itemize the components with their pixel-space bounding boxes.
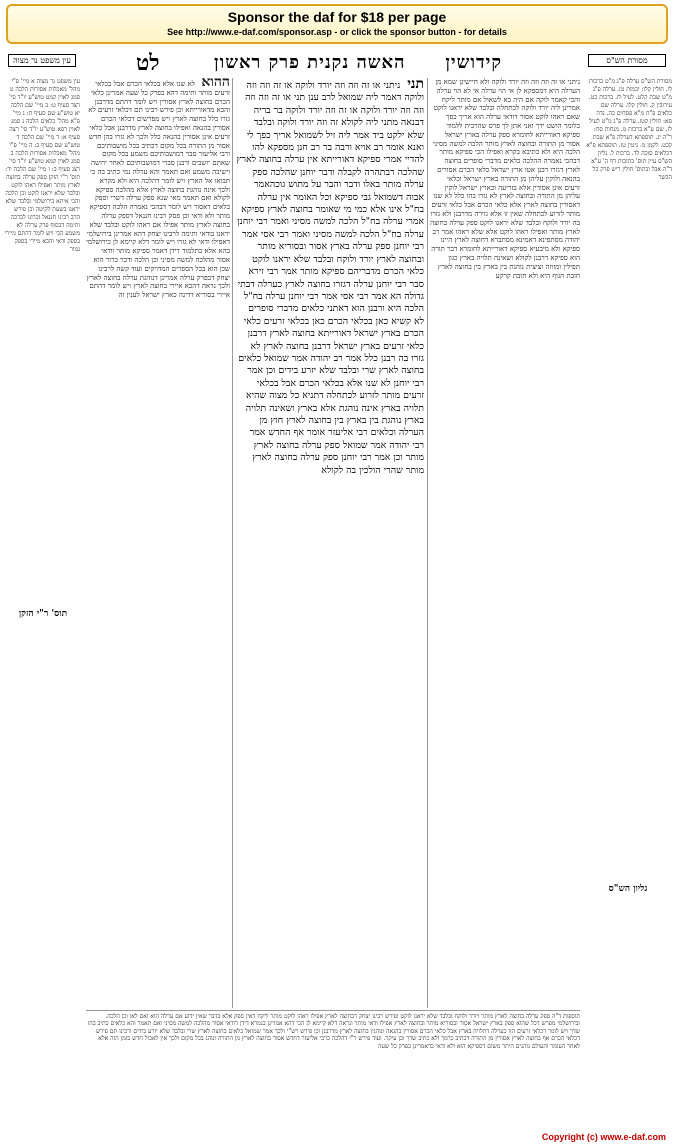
tosafot-commentary [86,78,230,1008]
rashi-commentary: ניתני או זה וזה וזה וזה יורד ולוקה ולא חיישינן שמא מן הערלה היא דמספקא לן אי הוי ערלה אי לא הוי ערלה והכי קאמר לוקה אם היה בא לשאול אם מותר ליקח אמרינן ליה יורד ולוקה לכתחלה ובלבד שלא יראנו לוקט שאם ראהו לוקט אסור דודאי ערלה הוא אריך כפך כלומר הושט ידך ואני אתן לך פרס שהרבית ללמוד ספיקא דאורייתא לחומרא ספק ערלה בארץ ישראל אסור מן התורה ובחוצה לארץ מותר הלכה למשה מסיני הלכה היא ולא כתיבא בקרא ואפילו הכי ספיקא מותר דבהכי נאמרה ההלכה כלאים מדברי סופרים בחוצה לארץ דגזרו רבנן אטו ארץ ישראל כלאי הכרם אסורים בהנאה ולוקין עליהן מן התורה בארץ ישראל וכלאי זרעים אינן אסורין אלא בזריעה ובארץ ישראל לוקין עליהן מן התורה ובחוצה לארץ לא גזרו בהו כלל לא שנו דאסורין בחוצה לארץ אלא כלאי הכרם אבל כלאי זרעים מותר לזרוע לכתחלה שאין זו אלא גזירה מדרבנן ולא גזרו בה יורד ולוקח ובלבד שלא יראנו לוקט ספק ערלה בחוצה לארץ מותר ואפילו ראהו לוקט אלא שלא ראהו אמר רב יהודה מסתפינא דאמינא מסתברא דחוצה לארץ היינו ספיקא ולא מיבעיא ספיקא דאורייתא לחומרא דבר תורה הוא ספיקא דרבנן לקולא ושאינה תלויה בארץ כגון תפילין ומזוזה וציצית נוהגת בין בארץ בין בחוצה לארץ חובת הגוף היא ולא חובת קרקע [430,78,580,280]
copyright-notice[interactable]: Copyright (c) www.e-daf.com [541,1132,666,1142]
sponsor-banner[interactable] [6,4,668,44]
lower-divider [86,1010,580,1011]
gemara-text [236,78,424,968]
column-divider-left [232,78,233,1008]
ein-mishpat-body: עין משפט נר מצוה א מיי' פ"י מהל' מאכלות אסורות הלכה ט סמג לאוין קמט טוש"ע יו"ד סי' רצד סעיף ט: ב מיי' שם הלכה יא טוש"ע שם סעיף ח: ג מיי' פ"א מהל' כלאים הלכה ג סמג לאוין רפא טוש"ע יו"ד סי' רצה סעיף א: ד מיי' שם הלכה ד טוש"ע שם סעיף ב: ה מיי' פ"י מהל' מאכלות אסורות הלכה ב סמג לאוין קמא טוש"ע יו"ד סי' רצג סעיף ב: ו מיי' שם הלכה יד: תוס' ר"י הזקן ספק ערלה בחוצה לארץ מותר ואפילו ראהו לוקט ובלבד שלא יראנו לוקט וכן הלכה והכי איתא בירושלמי ובלבד שלא יראנו בשעת לקיטה וכן פירש הרב רבינו חננאל זכרונו לברכה ותימה דבסוף פרק ערלה לא משמע הכי ויש לומר דהתם מיירי בספק ודאי והכא מיירי בספק גמור [4,78,80,253]
lower-commentary: תוספות ד"ה ספק ערלה בחוצה לארץ מותר ויורד ולוקח ובלבד שלא יראנו לוקט ופירש רבינו יצחק דבחוצה לארץ אפילו ראהו לוקט מותר ליקח דאין ספק אלא בדבר שאין ידוע אם ערלה הוא ואם לאו וכן הלכה. ובירושלמי מפרש דכל שהוא ספק בארץ ישראל אסור ובסוריא מותר ובחוצה לארץ אפילו ודאי מותר ונראה דלא קיימא לן הכי דהא אמרינן בגמרא דידן דודאי אסור מהלכה למשה מסיני ואם תאמר והא כלאים כתיב בהו שדך ויש לומר דכלאי זרעים הוו כערלה דתלויה בארץ אבל כלאי הכרם אסורין בהנאה ונוהגין בחוצה לארץ מדרבנן וכן פירש רש"י ולכך אמר שמואל כלאים בחוצה לארץ שרי ובלבד שלא יזרע בידים ורבינו תם פירש דכלאי הכרם אף בחוצה לארץ אסורין מן התורה דכתיב כרמך ולא כתיב שדך וכן עיקר. ועוד פירש ר"י דהלכה כרבי אליעזר דחדש אסור בחוצה לארץ מן התורה ונוהג בכל מקום ולכך אין לאכול חדש בזמן הזה אלא לאחר העומר והעולם נוהגים היתר משום דספיקא הוא ולא ודאי כדאמרינן בפרק כל שעה [87,1013,580,1050]
sponsor-banner-title: Sponsor the daf for $18 per page [227,9,447,25]
page-number: לט [136,50,160,76]
gemara-body: ניתני או זה וזה וזה יורד ולוקה או זה וזה וזה ולוקה דאמר ליה שמואל לרב ענן תני או זה וזה וזה וזה וזה יורד ולוקה או זה וזה יורד ולוקה בר בריה דבנאה מתני ליה לקולא זה וזה יורד ולוקה ובלבד שלא ילקט ביד אמר ליה זיל לשמואל אריך כפך לי ואנא אומר רב אויא ורבה בר רב חנן מספקא להו להדיי אמרי ספיקא דאורייתא אין ערלה בחוצה לארץ שהלכה רבתהרה לקבלה ודבר יוחנן שהלכה ספק ערלה מותר באלו ודבר והבר על מתוש גוכהאמר אבוה דשמואל גבי ספיקא וכל האומר אין ערלה בח"ל אינו אלא כמי מי שאומר בחוצה לארץ ספיקא אמרי ערלה בח"ל הלכה למשה מסיני ואמר רבי יוחנן ערלה בח"ל הלכה למשה מסיני ואמר רבי אסי אמר רבי יוחנן ספק ערלה בארץ אסור ובסוריא מותר ובחוצה לארץ יורד ולוקח ובלבד שלא יראנו לוקט כלאי הכרם מדבריהם ספיקא מותר אמר רבי זירא סבר רבי יוחנן ערלה דגזרו בחוצה לארץ כערלה דבתי גדולה הא אמר רבי אסי אמר רבי יוחנן ערלה בח"ל הלכה היא ורבנן הוא דאתני כלאים מדברי סופרים לא קשיא כאן בכלאי הכרם כאן בכלאי זרעים כלאי הכרם בארץ ישראל דאורייתא בחוצה לארץ דרבנן כלאי זרעים בארץ ישראל דרבנן בחוצה לארץ לא גזרו בה רבנן כלל אמר רב יהודה אמר שמואל כלאים בחוצה לארץ שרי ובלבד שלא יזרע בידים וכן אמר רבי יוחנן לא שנו אלא בכלאי הכרם אבל בכלאי זרעים מותר לזרוע לכתחלה דתניא כל מצוה שהיא תלויה בארץ אינה נוהגת אלא בארץ ושאינה תלויה בארץ נוהגת בין בארץ בין בחוצה לארץ חוץ מן הערלה וכלאים רבי אליעזר אומר אף החדש אמר רבי יהודה אמר שמואל ספק ערלה בחוצה לארץ מותר וכן אמר רבי יוחנן ספק ערלה בחוצה לארץ מותר שהרי הולכין בה לקולא [236,80,424,476]
masoret-hashas-label: מסורת הש"ס [588,54,666,67]
gilyon-hashas-heading: גליון הש"ס [608,884,648,894]
sponsor-banner-subtitle[interactable]: See http://www.e-daf.com/sponsor.asp - or click the sponsor button - for details [167,27,507,37]
tractate-name: קידושין [445,52,502,73]
tosafot-rid-heading: תוס' ר"י הזקן [18,609,68,619]
talmud-page [4,48,672,1128]
tosafot-body: לא שנו אלא בכלאי הכרם אבל בכלאי זרעים מותר ותימה דהא בפרק כל שעה אמרינן כלאי הכרם בחוצה לארץ אסורין ויש לומר דהתם מדרבנן והכא מדאורייתא וכן פירש רבינו תם דכלאי זרעים לא גזרו כלל בחוצה לארץ ויש מפרשים דכלאי הכרם אסורין בהנאה ואפילו בחוצה לארץ מדרבנן אבל כלאי זרעים אינן אסורין בהנאה כלל ולכך לא גזרו בהן חדש אסור מן התורה בכל מקום דכתיב בכל מושבותיכם ורבי אליעזר סבר דמושבותיכם משמע בכל מקום שאתם יושבים ורבנן סברי דמושבותיכם לאחר ירושה וישיבה משמע ואם תאמר והא ערלה נמי כתיב בה כי תבואו אל הארץ ויש לומר דהלכה היא ולא מקרא ולכך אינה נוהגת בחוצה לארץ אלא מהלכה ספיקא לקולא ואם תאמר מאי שנא ספק ערלה דשרי וספק כלאים דאסור ויש לומר דבהכי נאמרה הלכה דספיקא מותר ולא ודאי וכן פסק רבינו חננאל דספק ערלה בחוצה לארץ מותר אפילו אם ראהו לוקט ובלבד שלא יראנו בודאי ותימה לרבינו יצחק דהא אמרינן בירושלמי דאפילו ודאי לא גזרו ויש לומר דלא קיימא לן כירושלמי בהא אלא כתלמוד דידן דאמר ספיקא מותר וודאי אסור מהלכה למשה מסיני וכן הלכה ודבר ברור הוא שכן הוא בכל הספרים המדויקים ועוד קשה לרבינו יצחק דבפרק ערלה אמרינן דנוהגת ערלה בחוצה לארץ ולכך נראה דהכא איירי בחוצה לארץ ויש לומר דהתם איירי בסוריא דדינה כארץ ישראל לענין זה [86,80,230,300]
column-divider-right [427,78,428,1008]
tosafot-lead-word: ההוא [201,78,230,90]
ein-mishpat-margin [4,78,80,1018]
gemara-lead-word: תני [407,78,424,92]
chapter-name: האשה נקנית פרק ראשון [214,52,406,73]
page-header [4,50,672,74]
ein-mishpat-label: עין משפט נר מצוה [8,54,76,67]
masoret-hashas-margin: מסורת הש"ס ערלה פ"ג מ"ט ברכות לו. חולין קלו: יבמות טז. ערלה פ"ג מ"ט שבת קלט. לעיל לז. ברכות כט. עירובין ק. חולין קלו. ערלה שם כלאים פ"ח מ"א פסחים כה. נדה סא: חולין קטז. ערלה פ"ג מ"ט לעיל לז. שם ע"א ברכות מ. מנחות סח: ר"ה יג. תוספתא דערלה פ"א שבת קכט. לקמן מ. גיטין טז. תוספתא פ"א דכלאים סוכה לד. ברכות ל. גליון הש"ס עיין תוס' כתובות דף ה' ע"א ד"ה אבל ובתוס' חולין ריש פרק כל הבשר [586,78,672,181]
